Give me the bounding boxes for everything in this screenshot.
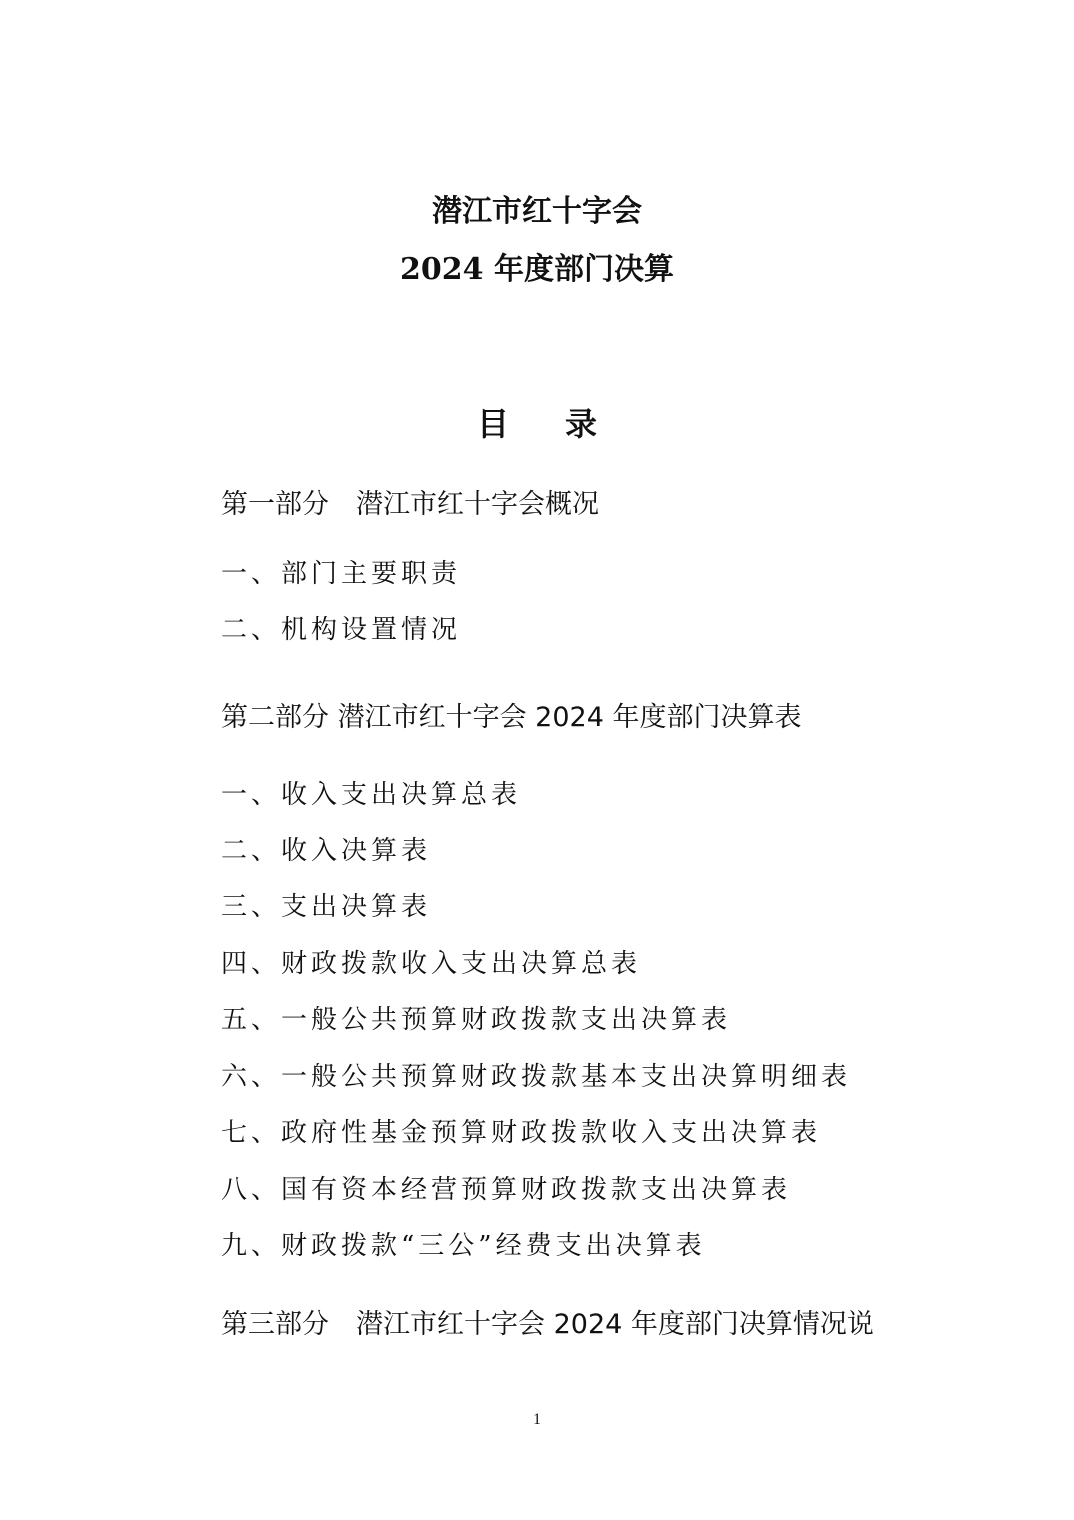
toc-item: 四、财政拨款收入支出决算总表 (221, 949, 642, 979)
toc-item: 九、财政拨款“三公”经费支出决算表 (221, 1231, 706, 1261)
document-title: 潜江市红十字会 (432, 194, 642, 229)
document-subtitle: 2024 年度部门决算 (400, 252, 674, 287)
toc-item: 一、收入支出决算总表 (221, 780, 522, 810)
toc-heading-left: 目 (476, 405, 509, 443)
toc-part-3: 第三部分 潜江市红十字会 2024 年度部门决算情况说 (221, 1309, 874, 1340)
toc-heading-right: 录 (565, 405, 598, 443)
page-number: 1 (533, 1411, 541, 1428)
toc-item: 五、一般公共预算财政拨款支出决算表 (221, 1005, 732, 1035)
toc-item: 二、机构设置情况 (221, 615, 462, 645)
toc-heading (0, 402, 1074, 446)
toc-item: 六、一般公共预算财政拨款基本支出决算明细表 (221, 1062, 852, 1092)
toc-item: 八、国有资本经营预算财政拨款支出决算表 (221, 1175, 792, 1205)
toc-part-1: 第一部分 潜江市红十字会概况 (221, 489, 599, 520)
toc-item: 七、政府性基金预算财政拨款收入支出决算表 (221, 1118, 822, 1148)
toc-item: 二、收入决算表 (221, 836, 432, 866)
toc-item: 三、支出决算表 (221, 892, 432, 922)
toc-item: 一、部门主要职责 (221, 559, 462, 589)
toc-part-2: 第二部分 潜江市红十字会 2024 年度部门决算表 (221, 702, 802, 733)
